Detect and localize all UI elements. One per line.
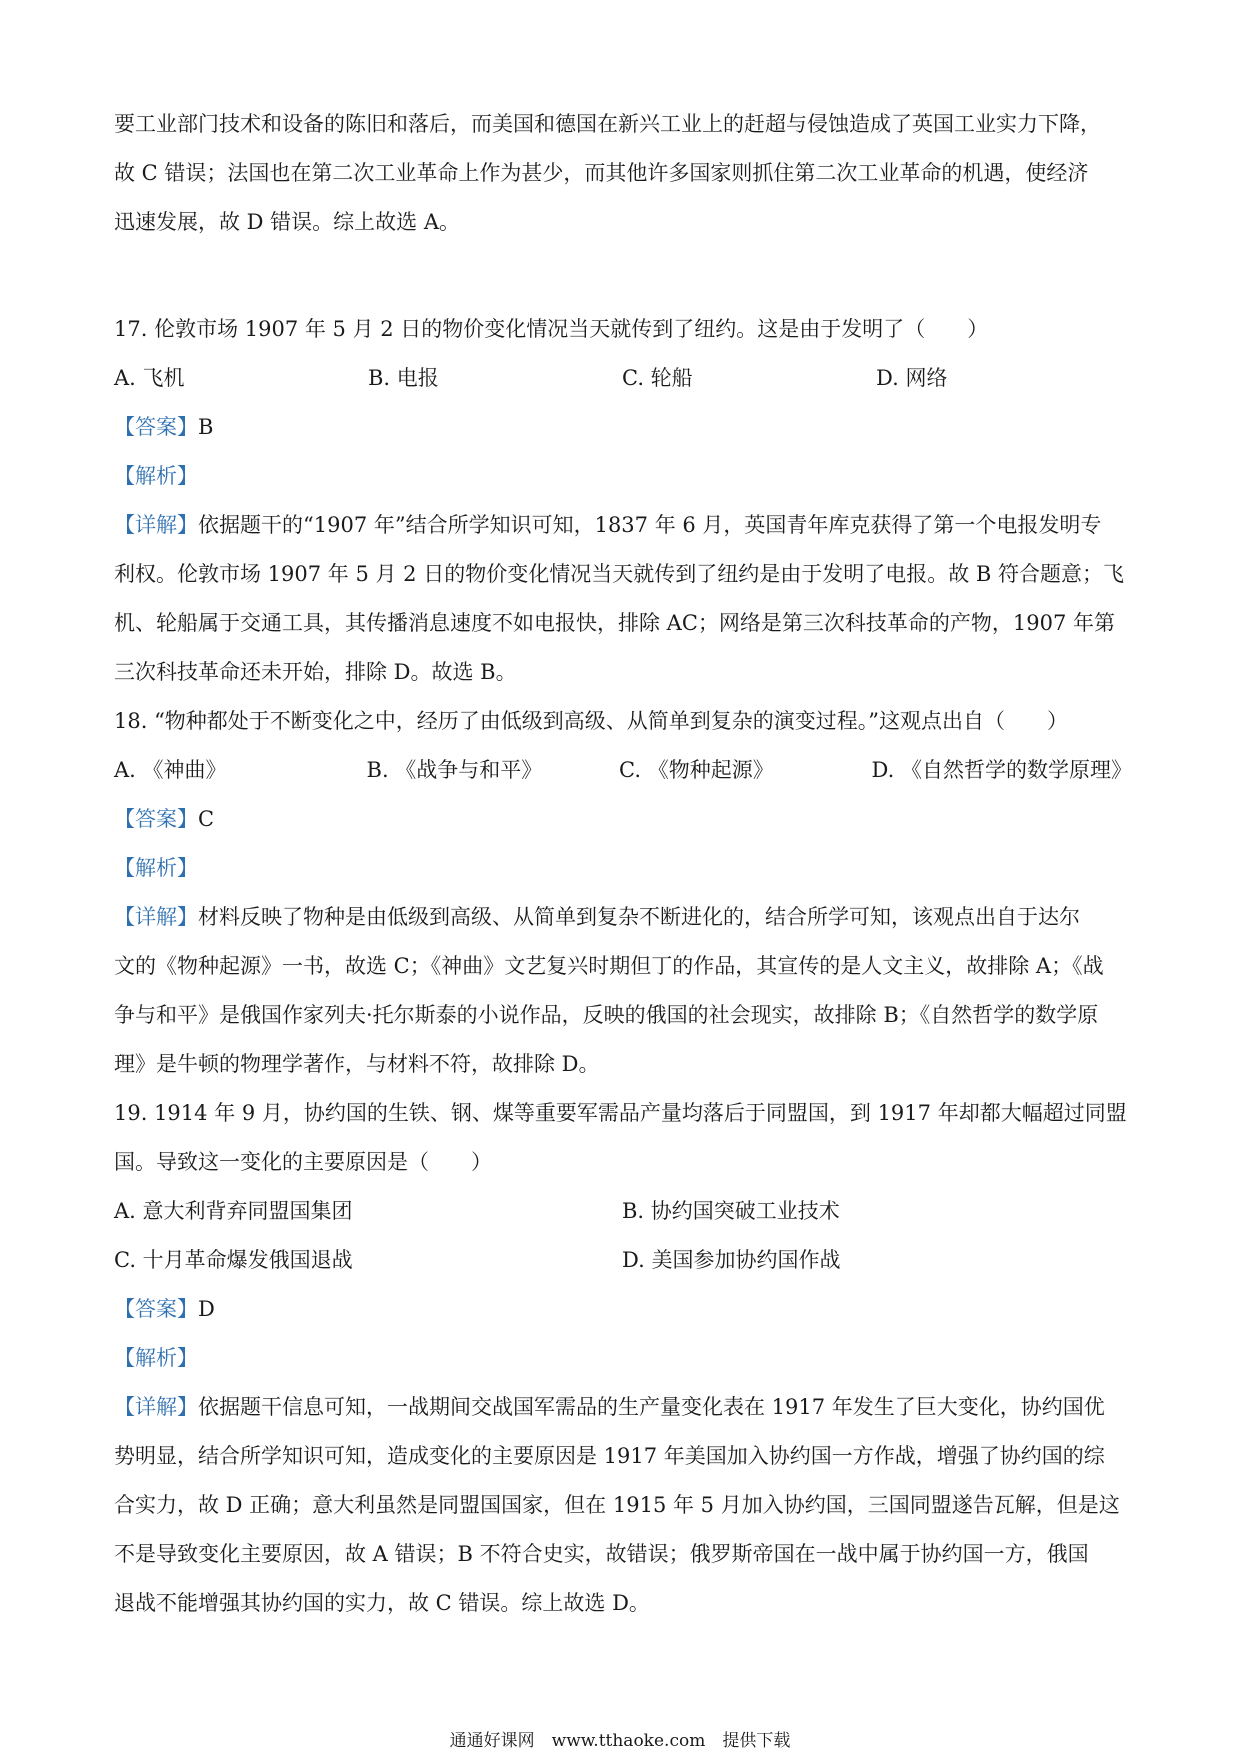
detail-tag: 【详解】 (114, 1395, 198, 1419)
detail-tag: 【详解】 (114, 905, 198, 929)
document-page (114, 100, 1132, 1628)
detail-line: 理》是牛顿的物理学著作，与材料不符，故排除 D。 (114, 1052, 600, 1076)
option-c: C. 十月革命爆发俄国退战 (114, 1248, 353, 1272)
analysis-tag: 【解析】 (114, 856, 198, 880)
answer-tag: 【答案】 (114, 807, 198, 831)
option-d: D. 《自然哲学的数学原理》 (871, 758, 1132, 782)
analysis-line (114, 1334, 1132, 1383)
text-line: 故 C 错误；法国也在第二次工业革命上作为甚少，而其他许多国家则抓住第二次工业革命的机遇，使经济 (114, 161, 1089, 185)
question-stem: 19. 1914 年 9 月，协约国的生铁、钢、煤等重要军需品产量均落后于同盟国，到 1917 年却都大幅超过同盟 (114, 1101, 1127, 1125)
analysis-tag: 【解析】 (114, 1346, 198, 1370)
analysis-line (114, 452, 1132, 501)
detail-line: 机、轮船属于交通工具，其传播消息速度不如电报快，排除 AC；网络是第三次科技革命的产物，1907 年第 (114, 611, 1116, 635)
detail-line: 【详解】依据题干的“1907 年”结合所学知识可知，1837 年 6 月，英国青年库克获得了第一个电报发明专 (114, 513, 1102, 537)
question-stem: 国。导致这一变化的主要原因是（ ） (114, 1150, 492, 1174)
option-b: B. 协约国突破工业技术 (622, 1199, 840, 1223)
text-line: 迅速发展，故 D 错误。综上故选 A。 (114, 210, 461, 234)
answer-line (114, 1285, 1132, 1334)
option-b: B. 电报 (368, 366, 439, 390)
options-row (114, 746, 1132, 795)
detail-line: 合实力，故 D 正确；意大利虽然是同盟国国家，但在 1915 年 5 月加入协约国，三国同盟遂告瓦解，但是这 (114, 1493, 1120, 1517)
option-a: A. 《神曲》 (114, 758, 227, 782)
detail-line: 文的《物种起源》一书，故选 C；《神曲》文艺复兴时期但丁的作品，其宣传的是人文主义，故排除 A；《战 (114, 954, 1104, 978)
option-a: A. 飞机 (114, 366, 185, 390)
answer-value: D (198, 1297, 215, 1321)
option-b: B. 《战争与和平》 (366, 758, 543, 782)
detail-line: 【详解】依据题干信息可知，一战期间交战国军需品的生产量变化表在 1917 年发生了巨大变化，协约国优 (114, 1395, 1105, 1419)
analysis-line (114, 844, 1132, 893)
analysis-tag: 【解析】 (114, 464, 198, 488)
options-row (114, 1236, 1132, 1285)
answer-value: C (198, 807, 215, 831)
options-row (114, 354, 1132, 403)
page-footer: 通通好课网 www.tthaoke.com 提供下载 (449, 1731, 791, 1751)
question-stem: 18. “物种都处于不断变化之中，经历了由低级到高级、从简单到复杂的演变过程。”这观点出自（ ） (114, 709, 1069, 733)
answer-tag: 【答案】 (114, 415, 198, 439)
answer-value: B (198, 415, 214, 439)
option-c: C. 轮船 (622, 366, 693, 390)
option-d: D. 美国参加协约国作战 (622, 1248, 841, 1272)
option-c: C. 《物种起源》 (619, 758, 774, 782)
option-d: D. 网络 (876, 366, 948, 390)
question-18 (114, 697, 1132, 1089)
detail-line: 势明显，结合所学知识可知，造成变化的主要原因是 1917 年美国加入协约国一方作战，增强了协约国的综 (114, 1444, 1105, 1468)
intro-paragraph (114, 100, 1132, 247)
answer-tag: 【答案】 (114, 1297, 198, 1321)
detail-line: 争与和平》是俄国作家列夫·托尔斯泰的小说作品，反映的俄国的社会现实，故排除 B；《自然哲学的数学原 (114, 1003, 1099, 1027)
detail-line: 【详解】材料反映了物种是由低级到高级、从简单到复杂不断进化的，结合所学可知，该观点出自于达尔 (114, 905, 1080, 929)
question-stem: 17. 伦敦市场 1907 年 5 月 2 日的物价变化情况当天就传到了纽约。这是由于发明了（ ） (114, 317, 989, 341)
detail-line: 利权。伦敦市场 1907 年 5 月 2 日的物价变化情况当天就传到了纽约是由于发明了电报。故 B 符合题意；飞 (114, 562, 1124, 586)
detail-line: 不是导致变化主要原因，故 A 错误；B 不符合史实，故错误；俄罗斯帝国在一战中属于协约国一方，俄国 (114, 1542, 1089, 1566)
question-19 (114, 1089, 1132, 1628)
question-17 (114, 305, 1132, 697)
text-line: 要工业部门技术和设备的陈旧和落后，而美国和德国在新兴工业上的赶超与侵蚀造成了英国工业实力下降， (114, 112, 1101, 136)
option-a: A. 意大利背弃同盟国集团 (114, 1199, 353, 1223)
options-row (114, 1187, 1132, 1236)
detail-tag: 【详解】 (114, 513, 198, 537)
detail-line: 退战不能增强其协约国的实力，故 C 错误。综上故选 D。 (114, 1591, 650, 1615)
answer-line (114, 795, 1132, 844)
answer-line (114, 403, 1132, 452)
detail-line: 三次科技革命还未开始，排除 D。故选 B。 (114, 660, 517, 684)
